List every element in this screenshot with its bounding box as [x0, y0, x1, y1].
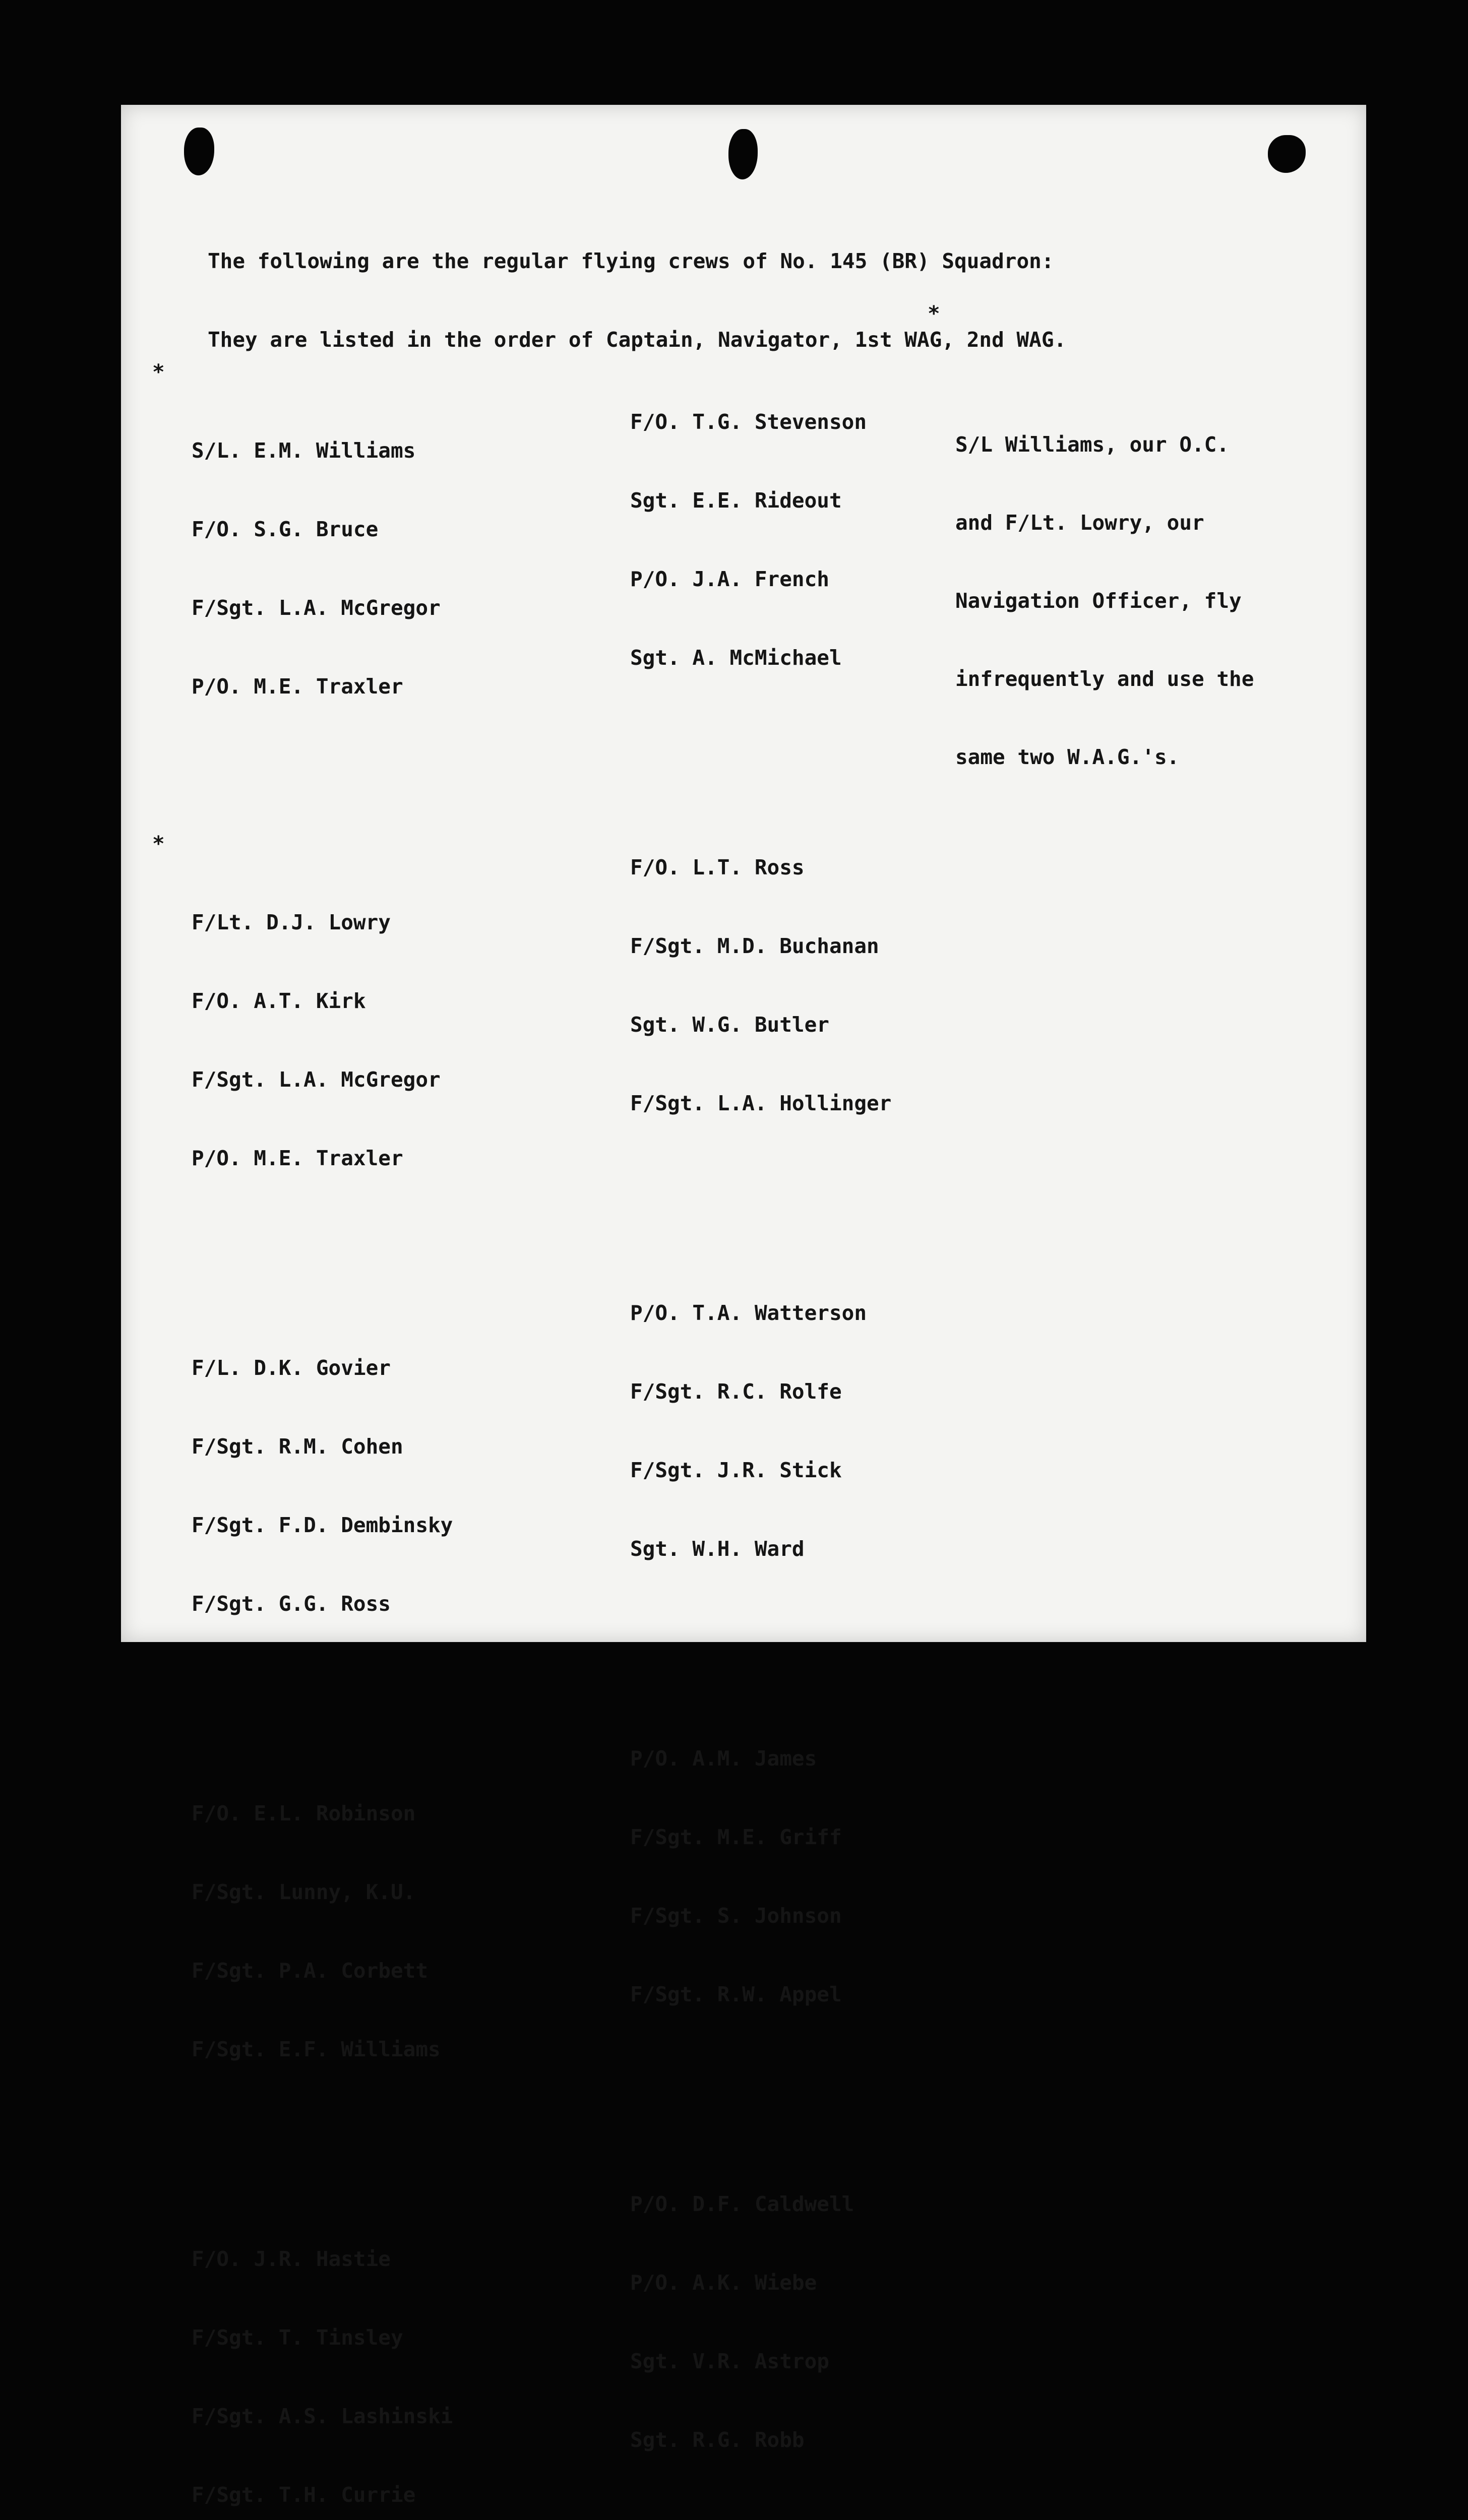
crew-first-wag: Sgt. W.G. Butler — [630, 1013, 829, 1037]
crew-captain: F/L. D.K. Govier — [192, 1356, 391, 1380]
crew-captain: F/O. T.G. Stevenson — [630, 410, 867, 434]
crew-captain: P/O. T.A. Watterson — [630, 1301, 867, 1325]
crew-captain: F/O. L.T. Ross — [630, 855, 805, 879]
crew-navigator: F/O. S.G. Bruce — [192, 517, 379, 541]
crew-second-wag: Sgt. R.G. Robb — [630, 2428, 805, 2452]
crew-block — [192, 1302, 453, 1669]
star-mark: * — [928, 301, 940, 326]
crew-block — [630, 1247, 916, 1614]
crew-second-wag: P/O. M.E. Traxler — [192, 1146, 403, 1170]
crew-block — [192, 2193, 453, 2520]
crew-navigator: Sgt. E.E. Rideout — [630, 488, 842, 513]
intro-line: They are listed in the order of Captain, Navigator, 1st WAG, 2nd WAG. — [208, 328, 1067, 352]
crew-navigator: F/Sgt. R.C. Rolfe — [630, 1379, 842, 1404]
star-mark: * — [152, 832, 165, 856]
punch-hole-right — [1268, 135, 1306, 173]
footnote-line: and F/Lt. Lowry, our — [955, 511, 1204, 535]
footnote-line: infrequently and use the — [955, 667, 1254, 691]
crew-block — [152, 831, 453, 1224]
crew-navigator: F/Sgt. M.E. Griff — [630, 1825, 842, 1849]
crew-navigator: P/O. A.K. Wiebe — [630, 2271, 817, 2295]
crew-navigator: F/Sgt. M.D. Buchanan — [630, 934, 879, 958]
crew-navigator: F/O. A.T. Kirk — [192, 989, 366, 1013]
crew-block — [630, 802, 916, 1169]
punch-hole-left — [184, 128, 214, 175]
crew-block — [152, 359, 453, 752]
crew-second-wag: P/O. M.E. Traxler — [192, 674, 403, 699]
crew-captain: F/Lt. D.J. Lowry — [192, 910, 391, 934]
crew-captain: S/L. E.M. Williams — [192, 438, 416, 463]
crew-navigator: F/Sgt. R.M. Cohen — [192, 1434, 403, 1459]
crew-first-wag: F/Sgt. L.A. McGregor — [192, 596, 441, 620]
crew-first-wag: Sgt. V.R. Astrop — [630, 2349, 829, 2373]
crew-navigator: F/Sgt. T. Tinsley — [192, 2325, 403, 2350]
punch-hole-center — [728, 129, 758, 179]
crew-captain: P/O. D.F. Caldwell — [630, 2192, 854, 2216]
footnote-line: same two W.A.G.'s. — [955, 745, 1180, 769]
crew-second-wag: F/Sgt. G.G. Ross — [192, 1592, 391, 1616]
crew-list-middle — [630, 304, 916, 2520]
crew-first-wag: F/Sgt. A.S. Lashinski — [192, 2404, 453, 2428]
footnote-line: S/L Williams, our O.C. — [955, 432, 1230, 457]
crew-second-wag: F/Sgt. E.F. Williams — [192, 2037, 441, 2061]
crew-first-wag: F/Sgt. L.A. McGregor — [192, 1067, 441, 1092]
footnote-line: Navigation Officer, fly — [955, 589, 1242, 613]
crew-first-wag: F/Sgt. J.R. Stick — [630, 1458, 842, 1482]
crew-second-wag: F/Sgt. R.W. Appel — [630, 1982, 842, 2006]
crew-captain: F/O. J.R. Hastie — [192, 2247, 391, 2271]
footnote — [928, 300, 1254, 874]
footnote-body — [955, 379, 1254, 822]
crew-block — [192, 1748, 453, 2115]
crew-list-left — [152, 306, 453, 2520]
crew-first-wag: F/Sgt. P.A. Corbett — [192, 1959, 428, 1983]
crew-navigator: F/Sgt. Lunny, K.U. — [192, 1880, 416, 1904]
crew-second-wag: Sgt. W.H. Ward — [630, 1537, 805, 1561]
crew-first-wag: F/Sgt. F.D. Dembinsky — [192, 1513, 453, 1537]
document-page — [121, 105, 1366, 2507]
crew-captain: P/O. A.M. James — [630, 1746, 817, 1771]
crew-first-wag: F/Sgt. S. Johnson — [630, 1904, 842, 1928]
intro-line: The following are the regular flying crews of No. 145 (BR) Squadron: — [208, 249, 1054, 273]
crew-block — [630, 356, 916, 723]
crew-captain: F/O. E.L. Robinson — [192, 1801, 416, 1825]
crew-block — [630, 1693, 916, 2060]
crew-second-wag: Sgt. A. McMichael — [630, 646, 842, 670]
crew-second-wag: F/Sgt. L.A. Hollinger — [630, 1091, 892, 1115]
crew-second-wag: F/Sgt. T.H. Currie — [192, 2483, 416, 2507]
crew-block — [630, 2138, 916, 2505]
crew-first-wag: P/O. J.A. French — [630, 567, 829, 591]
star-mark: * — [152, 360, 165, 384]
